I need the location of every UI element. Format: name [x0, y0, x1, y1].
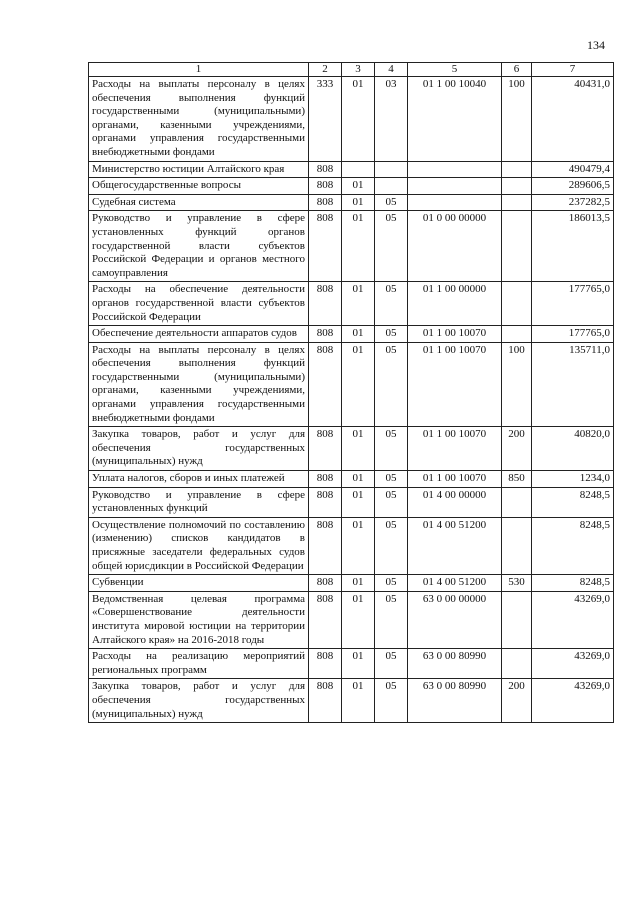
expense-type-cell: 530: [502, 575, 532, 592]
expense-type-cell: 100: [502, 342, 532, 427]
page-number: 134: [587, 38, 605, 52]
ministry-code-cell: 808: [309, 178, 342, 195]
ministry-code-cell: 808: [309, 342, 342, 427]
expense-type-cell: [502, 649, 532, 679]
subsection-cell: 05: [375, 575, 408, 592]
column-header: 3: [342, 63, 375, 77]
expense-type-cell: 850: [502, 471, 532, 488]
expense-type-cell: [502, 487, 532, 517]
target-article-cell: 01 0 00 00000: [408, 211, 502, 282]
subsection-cell: 05: [375, 679, 408, 723]
subsection-cell: [375, 161, 408, 178]
amount-cell: 177765,0: [532, 282, 614, 326]
section-cell: 01: [342, 679, 375, 723]
subsection-cell: 05: [375, 326, 408, 343]
expense-name-cell: Расходы на выплаты персоналу в целях обеспечения выполнения функций государственными (муниципальными) органами, казенными учреждениями, органами управления государственными внебюджетными фондами: [89, 77, 309, 162]
target-article-cell: 01 1 00 10070: [408, 342, 502, 427]
target-article-cell: [408, 194, 502, 211]
ministry-code-cell: 808: [309, 679, 342, 723]
target-article-cell: 63 0 00 80990: [408, 649, 502, 679]
section-cell: 01: [342, 211, 375, 282]
expense-name-cell: Ведомственная целевая программа «Совершенствование деятельности института мировой юстиции на территории Алтайского края» на 2016-2018 годы: [89, 591, 309, 648]
expense-type-cell: [502, 178, 532, 195]
section-cell: [342, 161, 375, 178]
section-cell: 01: [342, 194, 375, 211]
section-cell: 01: [342, 487, 375, 517]
expense-name-cell: Судебная система: [89, 194, 309, 211]
target-article-cell: 01 4 00 00000: [408, 487, 502, 517]
ministry-code-cell: 808: [309, 161, 342, 178]
ministry-code-cell: 808: [309, 326, 342, 343]
subsection-cell: 05: [375, 487, 408, 517]
subsection-cell: 05: [375, 649, 408, 679]
column-header: 1: [89, 63, 309, 77]
table-row: [89, 211, 614, 282]
table-row: [89, 194, 614, 211]
expense-type-cell: [502, 591, 532, 648]
target-article-cell: 01 4 00 51200: [408, 517, 502, 574]
expense-name-cell: Закупка товаров, работ и услуг для обеспечения государственных (муниципальных) нужд: [89, 427, 309, 471]
expense-name-cell: Субвенции: [89, 575, 309, 592]
subsection-cell: 05: [375, 517, 408, 574]
expense-type-cell: [502, 194, 532, 211]
expense-type-cell: [502, 211, 532, 282]
subsection-cell: 05: [375, 194, 408, 211]
ministry-code-cell: 333: [309, 77, 342, 162]
section-cell: 01: [342, 326, 375, 343]
expense-type-cell: [502, 282, 532, 326]
table-row: [89, 161, 614, 178]
amount-cell: 8248,5: [532, 575, 614, 592]
table-row: [89, 591, 614, 648]
section-cell: 01: [342, 342, 375, 427]
section-cell: 01: [342, 77, 375, 162]
subsection-cell: 05: [375, 282, 408, 326]
budget-table: [88, 62, 614, 723]
target-article-cell: 63 0 00 00000: [408, 591, 502, 648]
amount-cell: 177765,0: [532, 326, 614, 343]
ministry-code-cell: 808: [309, 282, 342, 326]
section-cell: 01: [342, 591, 375, 648]
table-row: [89, 342, 614, 427]
subsection-cell: [375, 178, 408, 195]
expense-type-cell: 100: [502, 77, 532, 162]
expense-type-cell: [502, 161, 532, 178]
expense-type-cell: 200: [502, 679, 532, 723]
column-header: 2: [309, 63, 342, 77]
ministry-code-cell: 808: [309, 575, 342, 592]
subsection-cell: 03: [375, 77, 408, 162]
target-article-cell: [408, 161, 502, 178]
ministry-code-cell: 808: [309, 194, 342, 211]
target-article-cell: 01 1 00 10070: [408, 326, 502, 343]
amount-cell: 135711,0: [532, 342, 614, 427]
table-row: [89, 178, 614, 195]
amount-cell: 237282,5: [532, 194, 614, 211]
expense-name-cell: Расходы на выплаты персоналу в целях обеспечения выполнения функций государственными (муниципальными) органами, казенными учреждениями, органами управления государственными внебюджетными фондами: [89, 342, 309, 427]
table-row: [89, 517, 614, 574]
subsection-cell: 05: [375, 427, 408, 471]
section-cell: 01: [342, 427, 375, 471]
ministry-code-cell: 808: [309, 487, 342, 517]
target-article-cell: 01 1 00 10070: [408, 427, 502, 471]
header-row: [89, 63, 614, 77]
expense-name-cell: Руководство и управление в сфере установленных функций: [89, 487, 309, 517]
expense-type-cell: [502, 517, 532, 574]
column-header: 4: [375, 63, 408, 77]
table-row: [89, 471, 614, 488]
table-row: [89, 77, 614, 162]
table-row: [89, 649, 614, 679]
expense-name-cell: Расходы на обеспечение деятельности органов государственной власти субъектов Российской Федерации: [89, 282, 309, 326]
ministry-code-cell: 808: [309, 211, 342, 282]
target-article-cell: 01 1 00 10070: [408, 471, 502, 488]
expense-name-cell: Расходы на реализацию мероприятий региональных программ: [89, 649, 309, 679]
target-article-cell: 01 1 00 10040: [408, 77, 502, 162]
column-header: 7: [532, 63, 614, 77]
ministry-code-cell: 808: [309, 591, 342, 648]
table-row: [89, 575, 614, 592]
expense-name-cell: Обеспечение деятельности аппаратов судов: [89, 326, 309, 343]
amount-cell: 43269,0: [532, 591, 614, 648]
ministry-code-cell: 808: [309, 471, 342, 488]
section-cell: 01: [342, 575, 375, 592]
ministry-code-cell: 808: [309, 427, 342, 471]
table-row: [89, 487, 614, 517]
ministry-code-cell: 808: [309, 649, 342, 679]
expense-name-cell: Осуществление полномочий по составлению (изменению) списков кандидатов в присяжные заседатели федеральных судов общей юрисдикции в Российской Федерации: [89, 517, 309, 574]
expense-name-cell: Общегосударственные вопросы: [89, 178, 309, 195]
amount-cell: 1234,0: [532, 471, 614, 488]
amount-cell: 186013,5: [532, 211, 614, 282]
subsection-cell: 05: [375, 342, 408, 427]
table-row: [89, 326, 614, 343]
target-article-cell: 01 1 00 00000: [408, 282, 502, 326]
table-row: [89, 282, 614, 326]
ministry-code-cell: 808: [309, 517, 342, 574]
table-row: [89, 679, 614, 723]
target-article-cell: 63 0 00 80990: [408, 679, 502, 723]
target-article-cell: 01 4 00 51200: [408, 575, 502, 592]
section-cell: 01: [342, 517, 375, 574]
expense-name-cell: Уплата налогов, сборов и иных платежей: [89, 471, 309, 488]
section-cell: 01: [342, 649, 375, 679]
amount-cell: 8248,5: [532, 487, 614, 517]
subsection-cell: 05: [375, 591, 408, 648]
column-header: 6: [502, 63, 532, 77]
target-article-cell: [408, 178, 502, 195]
amount-cell: 40431,0: [532, 77, 614, 162]
amount-cell: 289606,5: [532, 178, 614, 195]
amount-cell: 40820,0: [532, 427, 614, 471]
amount-cell: 490479,4: [532, 161, 614, 178]
amount-cell: 43269,0: [532, 679, 614, 723]
expense-name-cell: Министерство юстиции Алтайского края: [89, 161, 309, 178]
expense-name-cell: Закупка товаров, работ и услуг для обеспечения государственных (муниципальных) нужд: [89, 679, 309, 723]
section-cell: 01: [342, 178, 375, 195]
expense-name-cell: Руководство и управление в сфере установленных функций органов государственной власти субъектов Российской Федерации и органов местного самоуправления: [89, 211, 309, 282]
expense-type-cell: [502, 326, 532, 343]
amount-cell: 43269,0: [532, 649, 614, 679]
section-cell: 01: [342, 282, 375, 326]
column-header: 5: [408, 63, 502, 77]
section-cell: 01: [342, 471, 375, 488]
table-row: [89, 427, 614, 471]
subsection-cell: 05: [375, 211, 408, 282]
amount-cell: 8248,5: [532, 517, 614, 574]
expense-type-cell: 200: [502, 427, 532, 471]
subsection-cell: 05: [375, 471, 408, 488]
